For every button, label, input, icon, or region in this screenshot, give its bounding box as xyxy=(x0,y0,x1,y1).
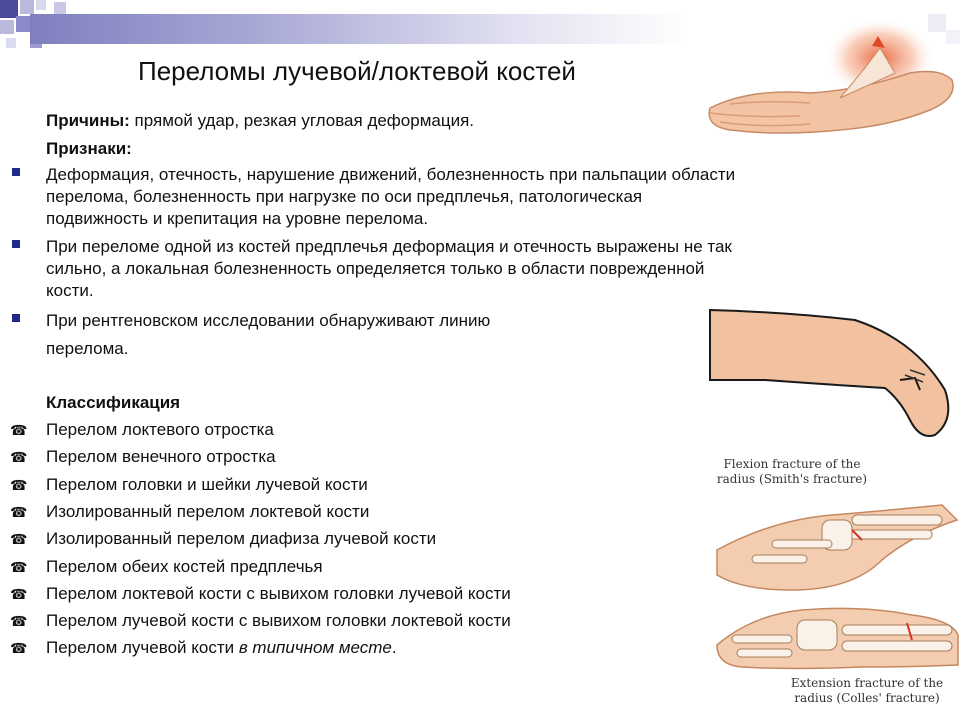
deco-square xyxy=(54,2,66,14)
classification-item: Изолированный перелом диафиза лучевой кости xyxy=(46,529,437,548)
deco-square xyxy=(6,38,16,48)
signs-label: Признаки: xyxy=(46,139,132,158)
bullet-marker xyxy=(12,168,20,176)
phone-bullet-icon: ☎ xyxy=(10,422,28,438)
deco-square xyxy=(20,0,34,14)
bullet-marker xyxy=(12,314,20,322)
smith-fracture-illustration xyxy=(712,490,960,600)
classification-item: Изолированный перелом локтевой кости xyxy=(46,502,370,521)
classification-item-last: Перелом лучевой кости в типичном месте. xyxy=(46,638,397,657)
bent-wrist-illustration xyxy=(705,300,960,450)
deco-square xyxy=(36,0,46,10)
colles-caption: Extension fracture of the radius (Colles' fracture) xyxy=(790,676,944,705)
bullet-line: перелома. xyxy=(46,339,129,358)
causes-text: прямой удар, резкая угловая деформация. xyxy=(129,111,475,130)
classification-item: Перелом венечного отростка xyxy=(46,447,276,466)
deco-square xyxy=(0,20,14,34)
classification-item: Перелом обеих костей предплечья xyxy=(46,557,323,576)
classification-item: Перелом лучевой кости с вывихом головки локтевой кости xyxy=(46,611,511,630)
bullet-line: кости. xyxy=(46,281,94,300)
bullet-line: подвижность и крепитация на уровне перелома. xyxy=(46,209,429,228)
phone-bullet-icon: ☎ xyxy=(10,477,28,493)
smith-caption: Flexion fracture of the radius (Smith's fracture) xyxy=(716,457,868,486)
phone-bullet-icon: ☎ xyxy=(10,531,28,547)
classification-item: Перелом головки и шейки лучевой кости xyxy=(46,475,368,494)
bullet-line: сильно, а локальная болезненность определяется только в области поврежденной xyxy=(46,259,705,278)
slide-title: Переломы лучевой/локтевой костей xyxy=(138,56,576,86)
phone-bullet-icon: ☎ xyxy=(10,449,28,465)
causes-label: Причины: xyxy=(46,111,130,130)
causes-line xyxy=(46,110,474,132)
bullet-line: перелома, болезненность при нагрузке по оси предплечья, патологическая xyxy=(46,187,643,206)
header-bar xyxy=(30,14,690,44)
phone-bullet-icon: ☎ xyxy=(10,559,28,575)
colles-fracture-illustration xyxy=(712,595,960,675)
bullet-line: При рентгеновском исследовании обнаруживают линию xyxy=(46,311,491,330)
bullet-line: Деформация, отечность, нарушение движений, болезненность при пальпации области xyxy=(46,165,736,184)
phone-bullet-icon: ☎ xyxy=(10,504,28,520)
phone-bullet-icon: ☎ xyxy=(10,640,28,656)
phone-bullet-icon: ☎ xyxy=(10,613,28,629)
classification-heading: Классификация xyxy=(46,393,181,412)
classification-item: Перелом локтевой кости с вывихом головки лучевой кости xyxy=(46,584,511,603)
forearm-fracture-illustration xyxy=(690,18,960,150)
bullet-marker xyxy=(12,240,20,248)
classification-item: Перелом локтевого отростка xyxy=(46,420,274,439)
bullet-line: При переломе одной из костей предплечья деформация и отечность выражены не так xyxy=(46,237,732,256)
phone-bullet-icon: ☎ xyxy=(10,586,28,602)
